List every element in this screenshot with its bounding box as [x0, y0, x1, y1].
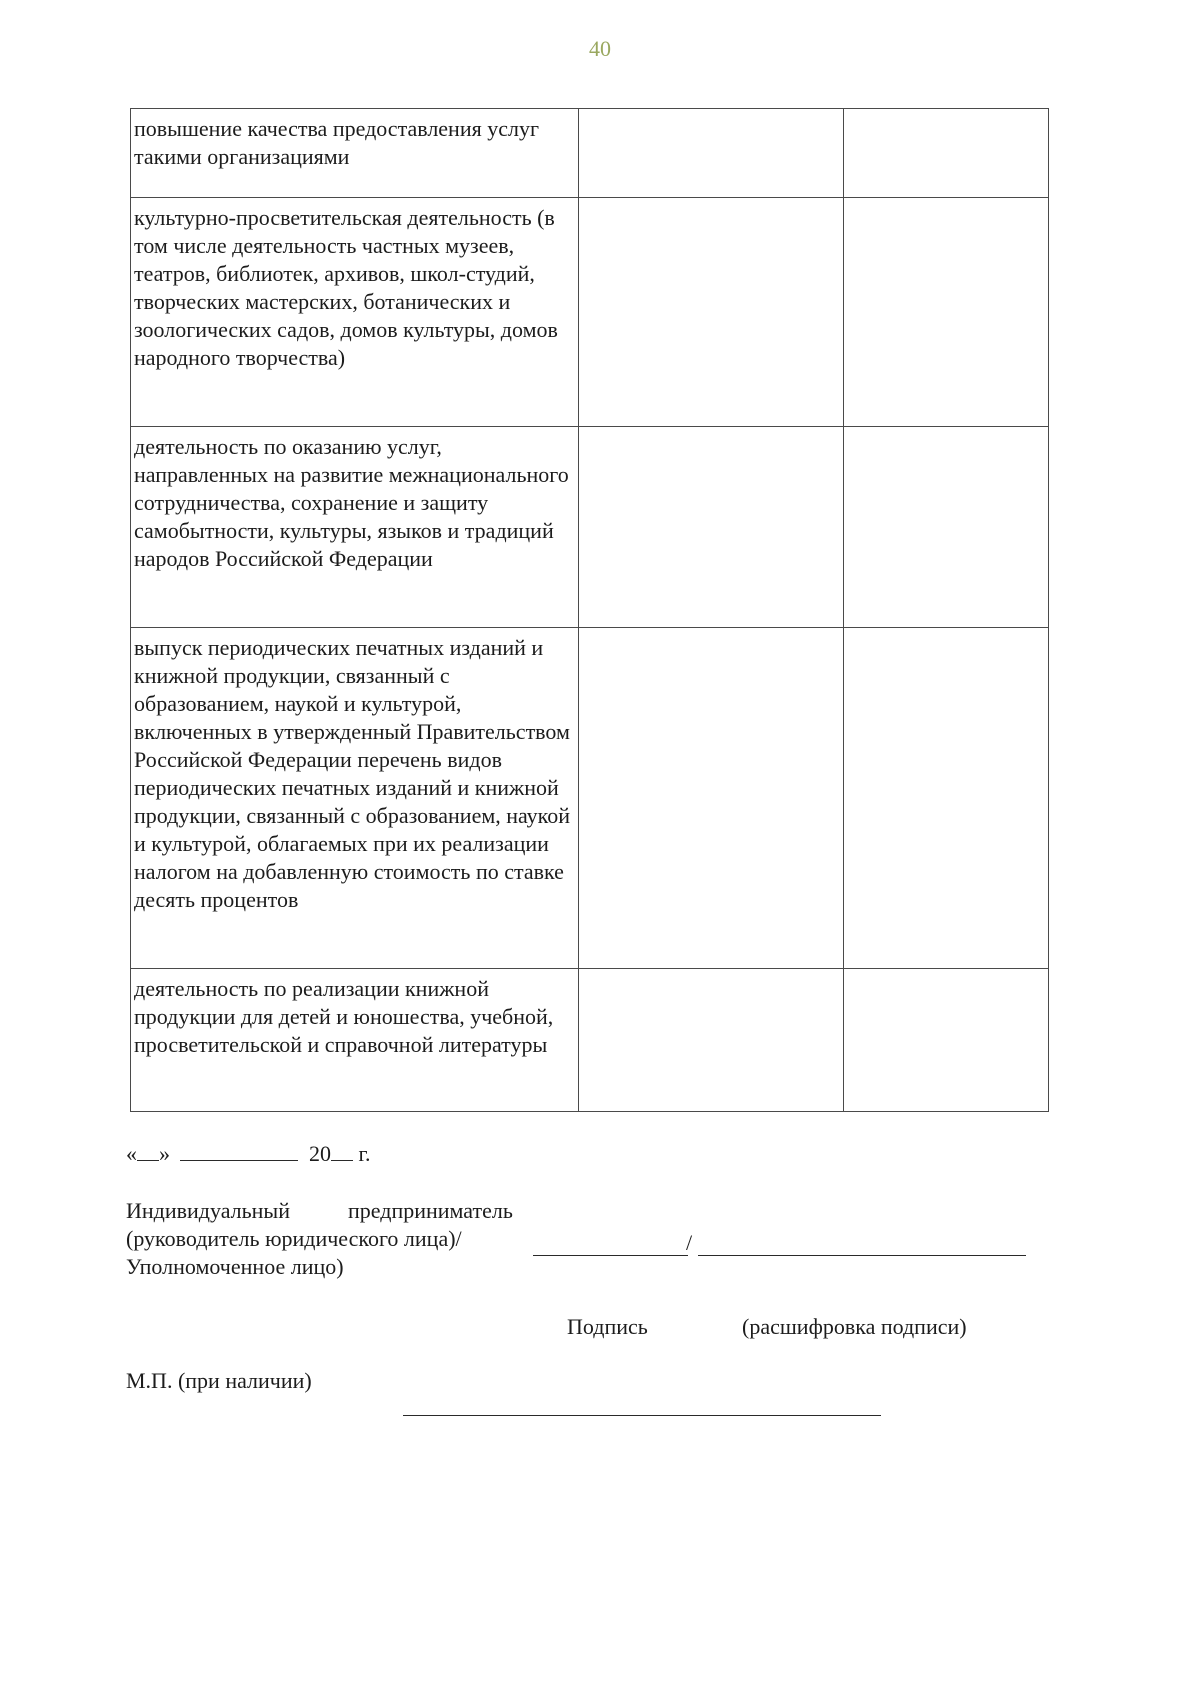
value-cell[interactable] [579, 198, 844, 427]
activity-cell: деятельность по реализации книжной продукции для детей и юношества, учебной, просветительской и справочной литературы [131, 969, 579, 1112]
day-blank[interactable] [137, 1140, 159, 1161]
signatory-line1-word2: предприниматель [348, 1198, 513, 1223]
value-cell[interactable] [579, 969, 844, 1112]
date-line [126, 1140, 371, 1168]
signature-blank[interactable] [533, 1255, 688, 1256]
activity-cell: культурно-просветительская деятельность (в том числе деятельность частных музеев, театров, библиотек, архивов, школ-студий, творческих мастерских, ботанических и зоологических садов, домов культуры, домов народного творчества) [131, 198, 579, 427]
value-cell[interactable] [844, 427, 1049, 628]
table-row [131, 427, 1049, 628]
page-number: 40 [589, 36, 611, 61]
value-cell[interactable] [844, 198, 1049, 427]
value-cell[interactable] [579, 628, 844, 969]
year-blank[interactable] [331, 1140, 353, 1161]
value-cell[interactable] [579, 109, 844, 198]
value-cell[interactable] [844, 628, 1049, 969]
activity-table [130, 108, 1049, 1112]
seal-blank[interactable] [403, 1415, 881, 1416]
month-blank[interactable] [180, 1140, 298, 1161]
signatory-line2: (руководитель юридического лица)/ [126, 1226, 462, 1251]
value-cell[interactable] [579, 427, 844, 628]
activity-cell: выпуск периодических печатных изданий и книжной продукции, связанный с образованием, наукой и культурой, включенных в утвержденный Правительством Российской Федерации перечень видов периодических печатных изданий и книжной продукции, связанный с образованием, наукой и культурой, облагаемых при их реализации налогом на добавленную стоимость по ставке десять процентов [131, 628, 579, 969]
seal-label: М.П. (при наличии) [126, 1368, 312, 1393]
activity-cell: деятельность по оказанию услуг, направленных на развитие межнационального сотрудничества, сохранение и защиту самобытности, культуры, языков и традиций народов Российской Федерации [131, 427, 579, 628]
table-row [131, 628, 1049, 969]
year-suffix: г. [358, 1141, 371, 1166]
signature-label: Подпись [567, 1314, 648, 1339]
value-cell[interactable] [844, 969, 1049, 1112]
signature-separator: / [686, 1230, 693, 1255]
table-row [131, 969, 1049, 1112]
signatory-line1-word1: Индивидуальный [126, 1198, 290, 1223]
decoding-label: (расшифровка подписи) [742, 1314, 967, 1339]
signatory-line3: Уполномоченное лицо) [126, 1254, 344, 1279]
date-open-quote: « [126, 1141, 137, 1166]
activity-cell: повышение качества предоставления услуг такими организациями [131, 109, 579, 198]
date-close-quote: » [159, 1141, 170, 1166]
value-cell[interactable] [844, 109, 1049, 198]
year-prefix: 20 [309, 1141, 331, 1166]
decoding-blank[interactable] [698, 1255, 1026, 1256]
table-row [131, 198, 1049, 427]
table-row [131, 109, 1049, 198]
